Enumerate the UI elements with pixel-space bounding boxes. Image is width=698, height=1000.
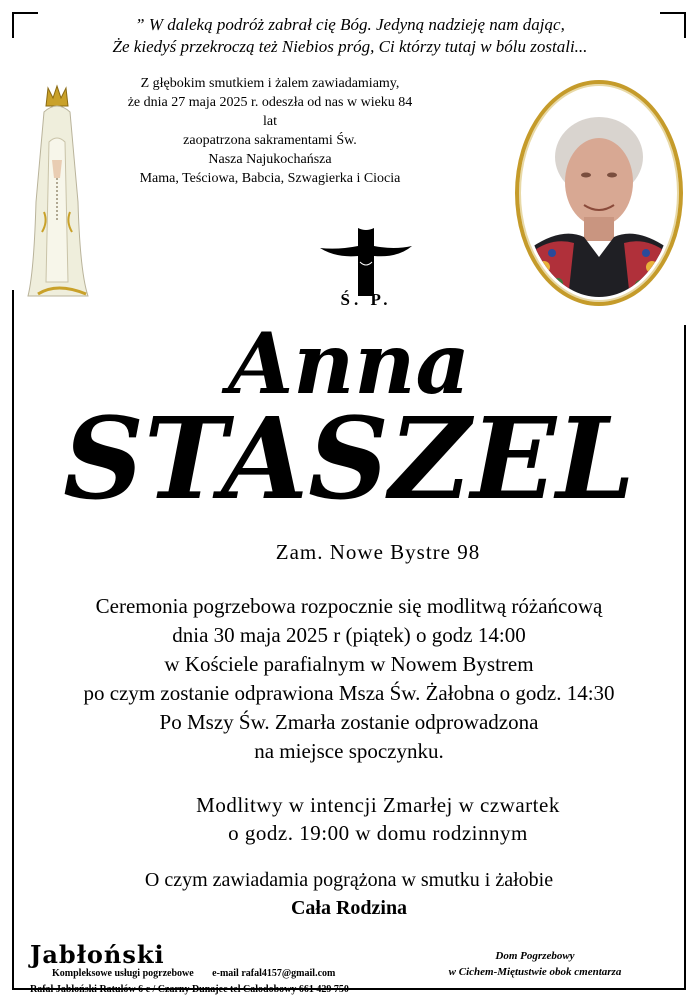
services-row xyxy=(30,968,430,980)
cross-icon xyxy=(318,226,414,296)
deceased-portrait-image xyxy=(522,87,676,299)
family-signature: Cała Rodzina xyxy=(290,897,408,919)
closing-section xyxy=(0,866,698,922)
announcement-line-2: że dnia 27 maja 2025 r. odeszła od nas w wieku 84 lat xyxy=(127,95,413,129)
ceremony-line-5: Po Mszy Św. Zmarła zostanie odprowadzona xyxy=(159,710,539,734)
funeral-home-location xyxy=(430,948,640,980)
announcement-line-5: Mama, Teściowa, Babcia, Szwagierka i Ciocia xyxy=(139,171,401,186)
death-announcement xyxy=(120,74,420,188)
ceremony-line-4: po czym zostanie odprawiona Msza Św. Żałobna o godz. 14:30 xyxy=(83,681,615,705)
frame-top-right-v xyxy=(684,12,686,38)
deceased-first-name: Anna xyxy=(228,314,470,413)
frame-top-right-h xyxy=(660,12,686,14)
funeral-home-info xyxy=(30,942,430,996)
frame-top-left-h xyxy=(12,12,38,14)
ceremony-line-6: na miejsce spoczynku. xyxy=(254,739,444,763)
verse-line-1: ” W daleką podróż zabrał cię Bóg. Jedyną nadzieję nam dając, xyxy=(135,15,565,34)
prayer-line-2: o godz. 19:00 w domu rodzinnym xyxy=(228,821,528,845)
deceased-last-name: STASZEL xyxy=(63,394,635,525)
funeral-home-brand: Jabłoński xyxy=(30,940,165,969)
ceremony-line-3: w Kościele parafialnym w Nowem Bystrem xyxy=(164,652,534,676)
announcement-line-4: Nasza Najukochańsza xyxy=(208,152,332,167)
services-label: Kompleksowe usługi pogrzebowe xyxy=(52,968,194,979)
madonna-statue-image xyxy=(18,82,96,302)
closing-line: O czym zawiadamia pogrążona w smutku i żałobie xyxy=(144,869,554,891)
verse-line-2: Że kiedyś przekroczą też Niebios próg, Ci którzy tutaj w bólu zostali... xyxy=(112,37,588,56)
prayer-line-1: Modlitwy w intencji Zmarłej w czwartek xyxy=(196,793,560,817)
email-contact: e-mail rafal4157@gmail.com xyxy=(212,968,336,979)
opening-verse xyxy=(40,14,660,58)
home-line-1: Dom Pogrzebowy xyxy=(495,950,575,962)
deceased-address: Zam. Nowe Bystre 98 xyxy=(275,540,481,564)
ceremony-line-2: dnia 30 maja 2025 r (piątek) o godz 14:00 xyxy=(172,623,526,647)
announcement-line-1: Z głębokim smutkiem i żalem zawiadamiamy, xyxy=(140,76,400,91)
ceremony-details xyxy=(0,592,698,766)
home-line-2: w Cichem-Miętustwie obok cmentarza xyxy=(448,966,622,978)
frame-top-left-v xyxy=(12,12,14,38)
prayer-details xyxy=(0,791,698,847)
announcement-line-3: zaopatrzona sakramentami Św. xyxy=(183,133,357,148)
address-contact: Rafał Jabłoński Ratułów 6 c / Czarny Dunajec tel Całodobowy 661 429 750 xyxy=(30,984,349,995)
ceremony-line-1: Ceremonia pogrzebowa rozpocznie się modlitwą różańcową xyxy=(95,594,603,618)
sp-label: Ś. P. xyxy=(340,290,392,309)
